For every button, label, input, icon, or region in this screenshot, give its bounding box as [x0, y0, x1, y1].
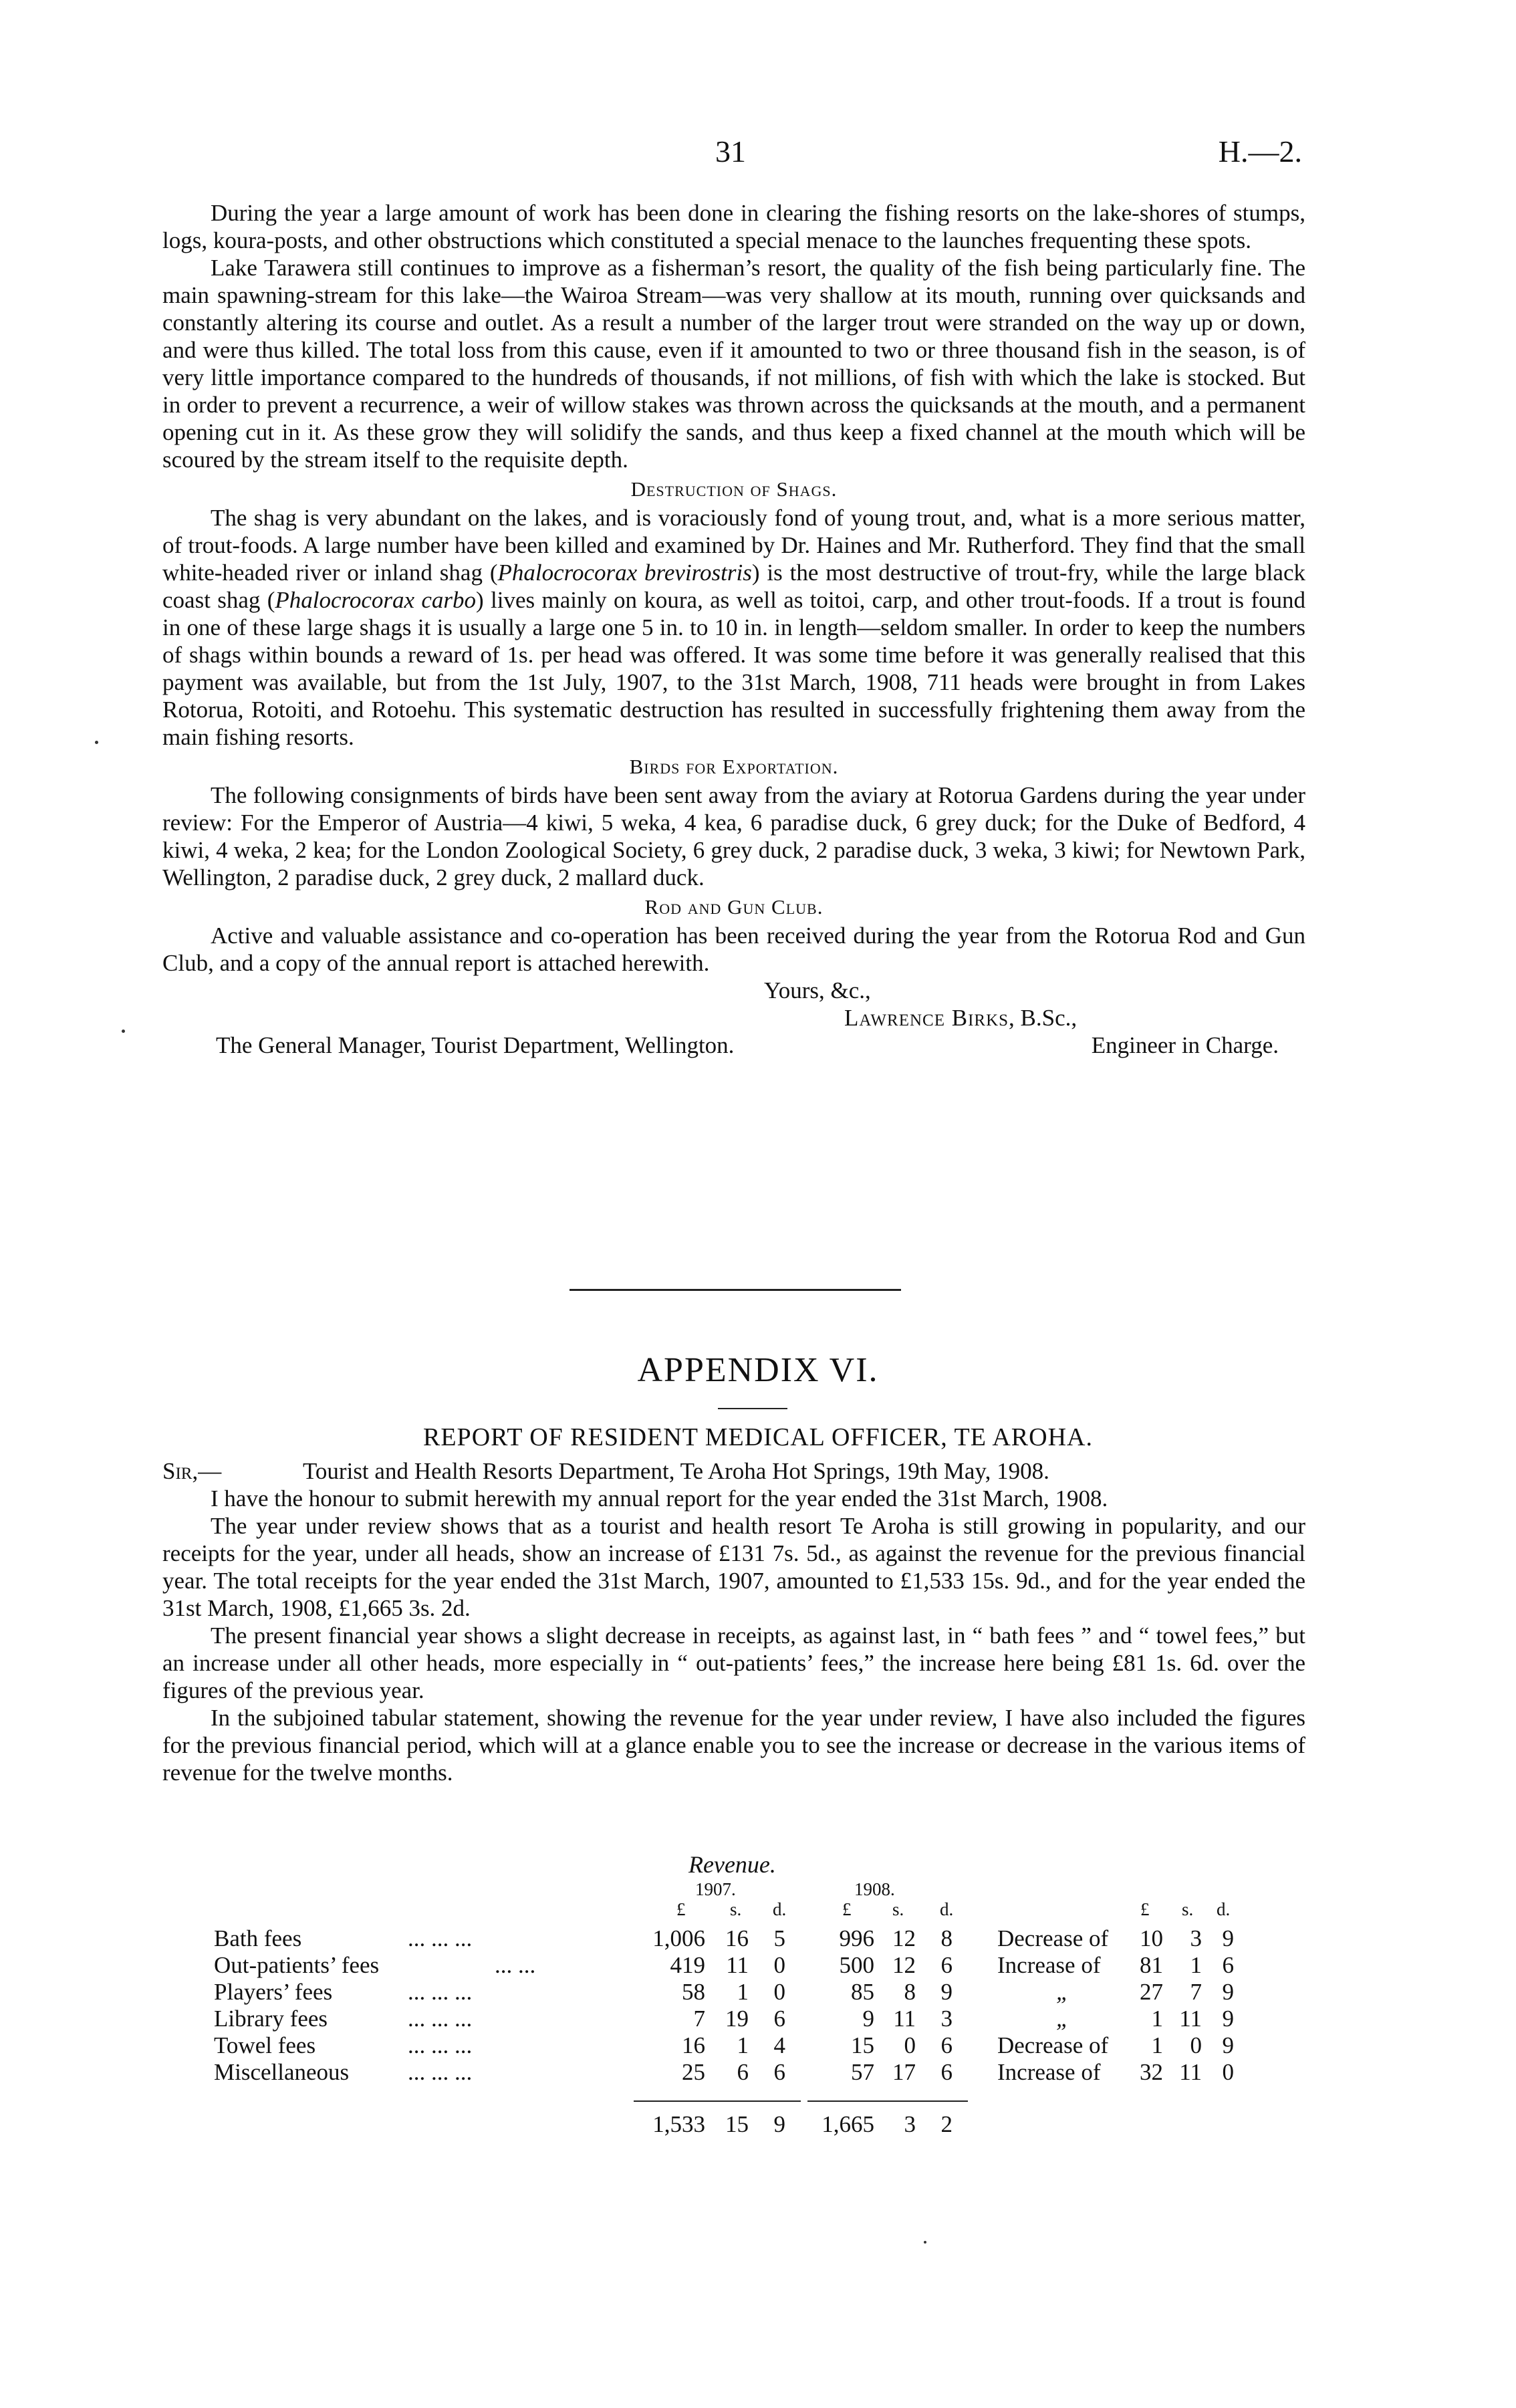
- row-leader-dots: ... ... ...: [408, 1925, 473, 1951]
- row-label: Library fees: [214, 2006, 328, 2032]
- row-diff-shillings: 11: [1179, 2059, 1202, 2085]
- appendix-title: APPENDIX VI.: [637, 1351, 879, 1389]
- species-name: Phalocrocorax carbo: [275, 587, 477, 613]
- row-1908-pounds: 500: [839, 1952, 874, 1978]
- row-1907-pence: 0: [773, 1952, 785, 1978]
- row-1908-pence: 8: [940, 1925, 953, 1951]
- signature-row: [162, 1032, 1305, 1059]
- row-diff-shillings: 1: [1190, 1952, 1202, 1978]
- row-1908-shillings: 8: [904, 1979, 916, 2005]
- closing-yours: Yours, &c.,: [764, 977, 871, 1003]
- revenue-caption: Revenue.: [688, 1851, 776, 1878]
- row-diff-pounds: 1: [1151, 2032, 1163, 2058]
- row-change-type: Increase of: [997, 1952, 1101, 1978]
- margin-speck: [122, 1030, 125, 1033]
- row-1908-shillings: 17: [892, 2059, 916, 2085]
- lakes-section: [162, 199, 1305, 1059]
- row-1907-shillings: 1: [737, 2032, 749, 2058]
- paragraph: In the subjoined tabular statement, showing the revenue for the year under review, I have also included the figures for the previous financial period, which will at a glance enable you to see the increase or decrease in the various items of revenue for the twelve months.: [162, 1705, 1305, 1786]
- page-reference: H.—2.: [1218, 134, 1302, 168]
- row-diff-pounds: 81: [1140, 1952, 1163, 1978]
- row-diff-pounds: 1: [1151, 2006, 1163, 2032]
- row-label: Out-patients’ fees: [214, 1952, 380, 1978]
- section-heading-shags: Destruction of Shags.: [630, 477, 838, 501]
- row-1907-pounds: 16: [682, 2032, 705, 2058]
- row-diff-pence: 9: [1222, 1979, 1234, 2005]
- unit-pence: d.: [773, 1899, 787, 1919]
- address-line: Tourist and Health Resorts Department, Te Aroha Hot Springs, 19th May, 1908.: [303, 1458, 1049, 1484]
- row-diff-pounds: 27: [1140, 1979, 1163, 2005]
- row-1908-pence: 6: [940, 2032, 953, 2058]
- row-1908-pounds: 15: [851, 2032, 874, 2058]
- row-leader-dots: ... ... ...: [408, 1979, 473, 2005]
- paragraph: During the year a large amount of work has been done in clearing the fishing resorts on the lake-shores of stumps, logs, koura-posts, and other obstructions which constituted a special menace to the launches frequenting these spots.: [162, 200, 1305, 253]
- row-diff-shillings: 3: [1190, 1925, 1202, 1951]
- row-1907-shillings: 19: [725, 2006, 749, 2032]
- row-diff-pence: 9: [1222, 1925, 1234, 1951]
- signature-name: Lawrence Birks, B.Sc.,: [844, 1005, 1078, 1031]
- row-label: Miscellaneous: [214, 2059, 350, 2085]
- row-1907-shillings: 11: [726, 1952, 749, 1978]
- row-diff-shillings: 11: [1179, 2006, 1202, 2032]
- salutation-line: [162, 1457, 1305, 1485]
- paragraph: Lake Tarawera still continues to improve as a fisherman’s resort, the quality of the fish being particularly fine. The main spawning-stream for this lake—the Wairoa Stream—was very shallow at its mouth, running over quicksands and constantly altering its course and outlet. As a result a number of the larger trout were stranded on the way up or down, and were thus killed. The total loss from this cause, even if it amounted to two or three thousand fish in the season, is of very little importance compared to the hundreds of thousands, if not millions, of fish with which the lake is stocked. But in order to prevent a recurrence, a weir of willow stakes was thrown across the quicksands at the mouth, and a permanent opening cut in it. As these grow they will solidify the sands, and thus keep a fixed channel at the mouth which will be scoured by the stream itself to the requisite depth.: [162, 255, 1305, 473]
- row-1908-pence: 6: [940, 1952, 953, 1978]
- row-1908-shillings: 0: [904, 2032, 916, 2058]
- paragraph: The year under review shows that as a tourist and health resort Te Aroha is still growing in popularity, and our receipts for the year, under all heads, show an increase of £131 7s. 5d., as against the revenue for the previous financial year. The total receipts for the year ended the 31st March, 1907, amounted to £1,533 15s. 9d., and for the year ended the 31st March, 1908, £1,665 3s. 2d.: [162, 1513, 1305, 1621]
- total-1907-shillings: 15: [725, 2111, 749, 2137]
- total-1908-pence: 2: [940, 2111, 953, 2137]
- row-1907-shillings: 16: [725, 1925, 749, 1951]
- unit-pound: £: [1140, 1899, 1150, 1919]
- row-1907-pence: 4: [773, 2032, 785, 2058]
- report-title: REPORT OF RESIDENT MEDICAL OFFICER, TE AROHA.: [423, 1423, 1093, 1451]
- section-heading-rod-gun: Rod and Gun Club.: [644, 895, 824, 919]
- unit-pound: £: [842, 1899, 852, 1919]
- row-diff-pounds: 10: [1140, 1925, 1163, 1951]
- row-1907-pounds: 58: [682, 1979, 705, 2005]
- margin-speck: [924, 2241, 926, 2244]
- unit-pound: £: [676, 1899, 686, 1919]
- row-1907-shillings: 1: [737, 1979, 749, 2005]
- section-divider: [570, 1289, 901, 1291]
- row-diff-pence: 0: [1222, 2059, 1234, 2085]
- total-rule-1908: [807, 2100, 968, 2102]
- page-number: 31: [715, 134, 746, 168]
- row-1908-shillings: 12: [892, 1952, 916, 1978]
- unit-shilling: s.: [730, 1899, 742, 1919]
- row-leader-dots: ... ...: [495, 1952, 536, 1978]
- signatory-position: Engineer in Charge.: [1091, 1032, 1279, 1058]
- row-1908-pence: 6: [940, 2059, 953, 2085]
- row-1907-pounds: 1,006: [652, 1925, 705, 1951]
- margin-speck: [95, 741, 98, 744]
- row-leader-dots: ... ... ...: [408, 2006, 473, 2032]
- revenue-table: [214, 1880, 1297, 2187]
- unit-shilling: s.: [892, 1899, 904, 1919]
- year-1908-header: 1908.: [854, 1879, 895, 1899]
- row-diff-pence: 6: [1222, 1952, 1234, 1978]
- salutation: Sir,—: [162, 1458, 222, 1484]
- unit-pence: d.: [1217, 1899, 1231, 1919]
- row-1908-pounds: 996: [839, 1925, 874, 1951]
- row-1907-pounds: 25: [682, 2059, 705, 2085]
- unit-pence: d.: [940, 1899, 954, 1919]
- row-diff-pounds: 32: [1140, 2059, 1163, 2085]
- row-label: Bath fees: [214, 1925, 302, 1951]
- row-1907-pounds: 419: [670, 1952, 705, 1978]
- year-1907-header: 1907.: [695, 1879, 736, 1899]
- row-change-type: „: [1056, 2006, 1069, 2032]
- row-diff-pence: 9: [1222, 2006, 1234, 2032]
- row-label: Players’ fees: [214, 1979, 333, 2005]
- report-body: [162, 1457, 1305, 1786]
- row-1907-pence: 0: [773, 1979, 785, 2005]
- row-1908-pounds: 57: [851, 2059, 874, 2085]
- row-1908-pence: 3: [940, 2006, 953, 2032]
- row-diff-shillings: 0: [1190, 2032, 1202, 2058]
- row-1908-pence: 9: [940, 1979, 953, 2005]
- row-1907-shillings: 6: [737, 2059, 749, 2085]
- row-1907-pence: 6: [773, 2059, 785, 2085]
- paragraph-birds: The following consignments of birds have been sent away from the aviary at Rotorua Gardens during the year under review: For the Emperor of Austria—4 kiwi, 5 weka, 4 kea, 6 paradise duck, 6 grey duck; for the Duke of Bedford, 4 kiwi, 4 weka, 2 kea; for the London Zoological Society, 6 grey duck, 2 paradise duck, 3 weka, 3 kiwi; for Newtown Park, Wellington, 2 paradise duck, 2 grey duck, 2 mallard duck.: [162, 782, 1305, 890]
- row-change-type: Decrease of: [997, 2032, 1109, 2058]
- row-leader-dots: ... ... ...: [408, 2032, 473, 2058]
- species-name: Phalocrocorax brevirostris: [497, 560, 752, 586]
- section-heading-birds: Birds for Exportation.: [629, 755, 839, 778]
- row-1908-shillings: 12: [892, 1925, 916, 1951]
- total-1908-shillings: 3: [904, 2111, 916, 2137]
- row-change-type: „: [1056, 1979, 1069, 2005]
- row-1907-pounds: 7: [693, 2006, 705, 2032]
- total-1907-pounds: 1,533: [652, 2111, 705, 2137]
- row-label: Towel fees: [214, 2032, 316, 2058]
- total-1908-pounds: 1,665: [822, 2111, 874, 2137]
- paragraph: The present financial year shows a slight decrease in receipts, as against last, in “ bath fees ” and “ towel fees,” but an increase under all other heads, more especially in “ out-patients’ fees,” the increase here being £81 1s. 6d. over the figures of the previous year.: [162, 1622, 1305, 1703]
- row-change-type: Decrease of: [997, 1925, 1109, 1951]
- row-diff-pence: 9: [1222, 2032, 1234, 2058]
- row-1908-shillings: 11: [893, 2006, 916, 2032]
- row-1908-pounds: 9: [862, 2006, 874, 2032]
- total-1907-pence: 9: [773, 2111, 785, 2137]
- row-1907-pence: 6: [773, 2006, 785, 2032]
- row-1907-pence: 5: [773, 1925, 785, 1951]
- addressee: The General Manager, Tourist Department, Wellington.: [216, 1032, 735, 1058]
- appendix-rule: [718, 1408, 787, 1409]
- paragraph: I have the honour to submit herewith my annual report for the year ended the 31st March, 1908.: [211, 1485, 1108, 1512]
- total-rule-1907: [634, 2100, 801, 2102]
- row-diff-shillings: 7: [1190, 1979, 1202, 2005]
- unit-shilling: s.: [1182, 1899, 1194, 1919]
- row-1908-pounds: 85: [851, 1979, 874, 2005]
- paragraph-rod-gun: Active and valuable assistance and co-operation has been received during the year from the Rotorua Rod and Gun Club, and a copy of the annual report is attached herewith.: [162, 923, 1305, 976]
- row-change-type: Increase of: [997, 2059, 1101, 2085]
- paragraph-shags: The shag is very abundant on the lakes, and is voraciously fond of young trout, and, what is a more serious matter, of trout-foods. A large number have been killed and examined by Dr. Haines and Mr. Rutherford. They find that the small white-headed river or inland shag (Phalocrocorax brevirostris) is the most destructive of trout-fry, while the large black coast shag (Phalocrocorax carbo) lives mainly on koura, as well as toitoi, carp, and other trout-foods. If a trout is found in one of these large shags it is usually a large one 5 in. to 10 in. in length—seldom smaller. In order to keep the numbers of shags within bounds a reward of 1s. per head was offered. It was some time before it was generally realised that this payment was available, but from the 1st July, 1907, to the 31st March, 1908, 711 heads were brought in from Lakes Rotorua, Rotoiti, and Rotoehu. This systematic destruction has resulted in successfully frightening them away from the main fishing resorts.: [162, 505, 1305, 750]
- row-leader-dots: ... ... ...: [408, 2059, 473, 2085]
